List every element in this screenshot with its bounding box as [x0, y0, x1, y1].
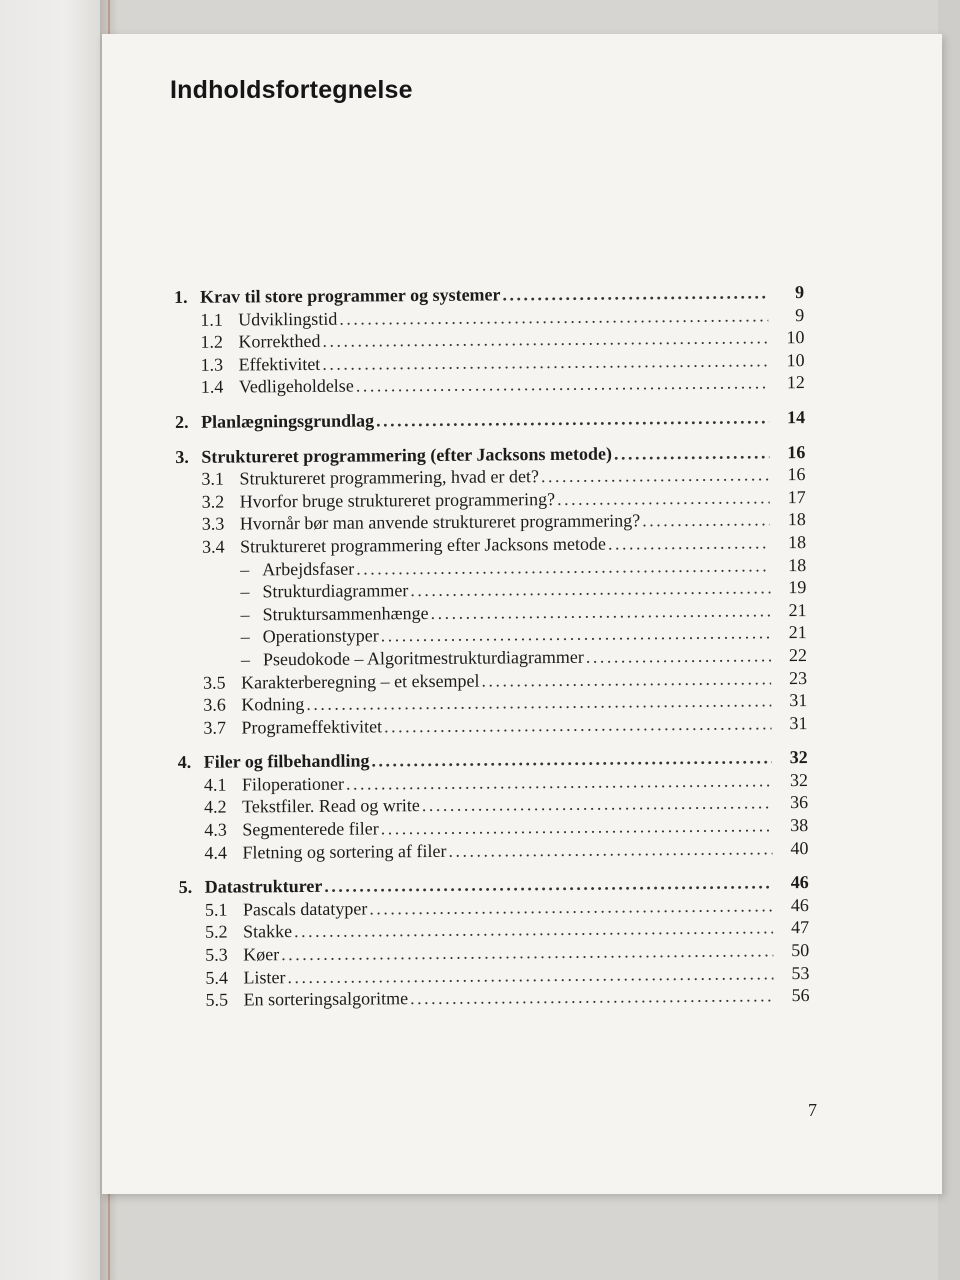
toc-entry-page-number: 19 [788, 577, 807, 598]
toc-entry-title: Pascals datatyper [242, 898, 368, 920]
dot-leader [346, 769, 772, 795]
dot-leader [410, 576, 770, 601]
toc-section-entry [178, 837, 808, 865]
dot-leader [614, 441, 770, 465]
toc-entry-page-number: 12 [786, 372, 805, 393]
toc-entry-number: 4.4 [204, 842, 228, 863]
dot-leader [381, 814, 773, 840]
toc-entry-title: Stakke [242, 921, 293, 942]
toc-entry-page-number: 9 [795, 304, 805, 325]
toc-entry-number: 3.3 [201, 513, 225, 535]
dot-leader [430, 599, 770, 624]
toc-entry-page-number: 10 [786, 349, 805, 370]
toc-entry-number: 1.4 [200, 376, 224, 398]
toc-entry-number: – [240, 626, 250, 647]
toc-entry-number: 5.4 [205, 967, 229, 988]
toc-entry-page-number: 31 [789, 690, 808, 711]
toc-entry-number: 3.6 [203, 694, 226, 715]
toc-entry-page-number: 21 [788, 599, 807, 620]
toc-section-entry [180, 984, 810, 1012]
toc-entry-title: Filer og filbehandling [203, 750, 370, 773]
dot-leader [410, 985, 774, 1010]
dot-leader [384, 712, 772, 738]
toc-entry-title: Pseudokode – Algoritmestrukturdiagrammer [262, 646, 584, 670]
toc-entry-page-number: 18 [788, 554, 807, 575]
toc-entry-number: – [240, 649, 251, 670]
toc-entry-number: 5.5 [205, 989, 229, 1010]
previous-page-edge [0, 0, 110, 1280]
dot-leader [481, 667, 771, 692]
toc-entry-number: 3. [175, 446, 189, 467]
toc-entry-page-number: 9 [794, 282, 805, 303]
dot-leader [422, 792, 772, 817]
toc-entry-title: Struktureret programmering efter Jacksons metode [239, 533, 607, 557]
toc-entry-title: Kodning [241, 694, 305, 715]
toc-entry-page-number: 40 [790, 837, 809, 858]
toc-entry-title: Operationstyper [262, 625, 379, 647]
toc-entry-title: Programeffektivitet [241, 716, 383, 738]
toc-entry-title: Tekstfiler. Read og write [242, 795, 420, 817]
toc-entry-title: Fletning og sortering af filer [242, 840, 447, 863]
dot-leader [381, 622, 771, 648]
toc-entry-page-number: 46 [790, 894, 809, 916]
toc-entry-number: 4.2 [204, 797, 227, 818]
toc-entry-page-number: 16 [787, 464, 806, 485]
toc-entry-title: Struktursammenhænge [262, 602, 429, 625]
toc-entry-number: 1. [174, 286, 188, 307]
toc-entry-page-number: 23 [789, 667, 808, 688]
toc-entry-title: Struktureret programmering (efter Jacksons metode) [201, 443, 612, 467]
toc-entry-title: Udviklingstid [238, 308, 338, 330]
toc-entry-number: 3.1 [201, 468, 225, 489]
toc-entry-title: Segmenterede filer [242, 818, 379, 840]
toc-entry-page-number: 56 [791, 985, 810, 1006]
toc-entry-number: 5.3 [205, 944, 228, 965]
toc-entry-page-number: 10 [786, 327, 805, 348]
toc-entry-number: – [240, 604, 250, 625]
toc-entry-number: 4. [177, 752, 192, 773]
toc-entry-title: Planlægningsgrundlag [200, 410, 375, 432]
toc-entry-page-number: 18 [787, 531, 807, 553]
toc-entry-title: Hvornår bør man anvende struktureret programmering? [239, 510, 641, 534]
toc-entry-number: 3.5 [203, 672, 226, 693]
dot-leader [557, 486, 770, 510]
toc-entry-number: 4.3 [204, 819, 227, 840]
dot-leader [608, 531, 770, 555]
toc-entry-number: 5. [178, 877, 193, 898]
table-of-contents [174, 281, 810, 1012]
toc-entry-page-number: 50 [791, 940, 810, 961]
toc-entry-title: Karakterberegning – et eksempel [241, 670, 480, 692]
toc-entry-title: Krav til store programmer og systemer [200, 284, 501, 307]
toc-chapter-entry [175, 406, 805, 434]
toc-entry-page-number: 46 [790, 872, 809, 893]
toc-entry-page-number: 31 [789, 712, 808, 733]
dot-leader [541, 463, 770, 487]
toc-entry-title: Arbejdsfaser [262, 558, 355, 579]
toc-entry-title: Datastrukturer [204, 876, 323, 898]
dot-leader [448, 837, 772, 862]
dot-leader [376, 406, 769, 432]
toc-entry-number: – [240, 581, 250, 602]
toc-entry-page-number: 53 [791, 962, 810, 983]
toc-entry-page-number: 14 [786, 407, 806, 428]
toc-entry-title: En sorteringsalgoritme [243, 988, 409, 1010]
toc-entry-number: 5.2 [204, 922, 228, 943]
toc-entry-title: Hvorfor bruge struktureret programmering? [239, 488, 556, 512]
toc-entry-page-number: 16 [787, 441, 806, 462]
toc-entry-title: Lister [243, 966, 286, 988]
toc-entry-number: 3.2 [201, 491, 225, 512]
toc-entry-page-number: 18 [787, 509, 806, 530]
toc-entry-number: 1.3 [200, 354, 224, 375]
toc-entry-page-number: 47 [790, 917, 810, 938]
toc-entry-number: 1.2 [200, 331, 224, 352]
toc-entry-number: 1.1 [200, 309, 223, 330]
page-number: 7 [808, 1100, 817, 1120]
toc-entry-page-number: 22 [788, 644, 807, 666]
toc-entry-title: Effektivitet [238, 353, 321, 375]
toc-entry-page-number: 32 [789, 769, 808, 791]
toc-entry-title: Korrekthed [238, 331, 321, 352]
book-page [102, 34, 942, 1194]
dot-leader [339, 304, 768, 330]
dot-leader [356, 372, 769, 398]
toc-entry-number: – [240, 558, 250, 580]
toc-section-entry [175, 371, 805, 399]
page-title: Indholdsfortegnelse [170, 76, 413, 104]
toc-entry-number: 3.7 [203, 717, 227, 738]
dot-leader [642, 509, 770, 533]
dot-leader [502, 281, 768, 306]
toc-entry-page-number: 36 [789, 792, 809, 813]
toc-entry-number: 4.1 [203, 774, 227, 795]
toc-section-entry [177, 712, 807, 740]
toc-entry-title: Strukturdiagrammer [262, 580, 409, 602]
toc-entry-title: Filoperationer [241, 773, 344, 795]
dot-leader [356, 554, 770, 580]
toc-entry-page-number: 17 [787, 486, 806, 507]
toc-entry-page-number: 38 [790, 815, 809, 836]
toc-entry-number: 3.4 [201, 536, 225, 557]
toc-entry-page-number: 32 [789, 747, 808, 768]
dot-leader [586, 644, 771, 668]
dot-leader [369, 894, 773, 920]
toc-entry-title: Vedligeholdelse [238, 375, 354, 397]
dot-leader [371, 747, 771, 773]
toc-entry-number: 2. [174, 411, 189, 432]
toc-entry-title: Struktureret programmering, hvad er det? [239, 466, 539, 489]
toc-entry-title: Køer [243, 944, 280, 965]
toc-entry-number: 5.1 [204, 899, 228, 920]
toc-entry-page-number: 21 [788, 622, 807, 643]
